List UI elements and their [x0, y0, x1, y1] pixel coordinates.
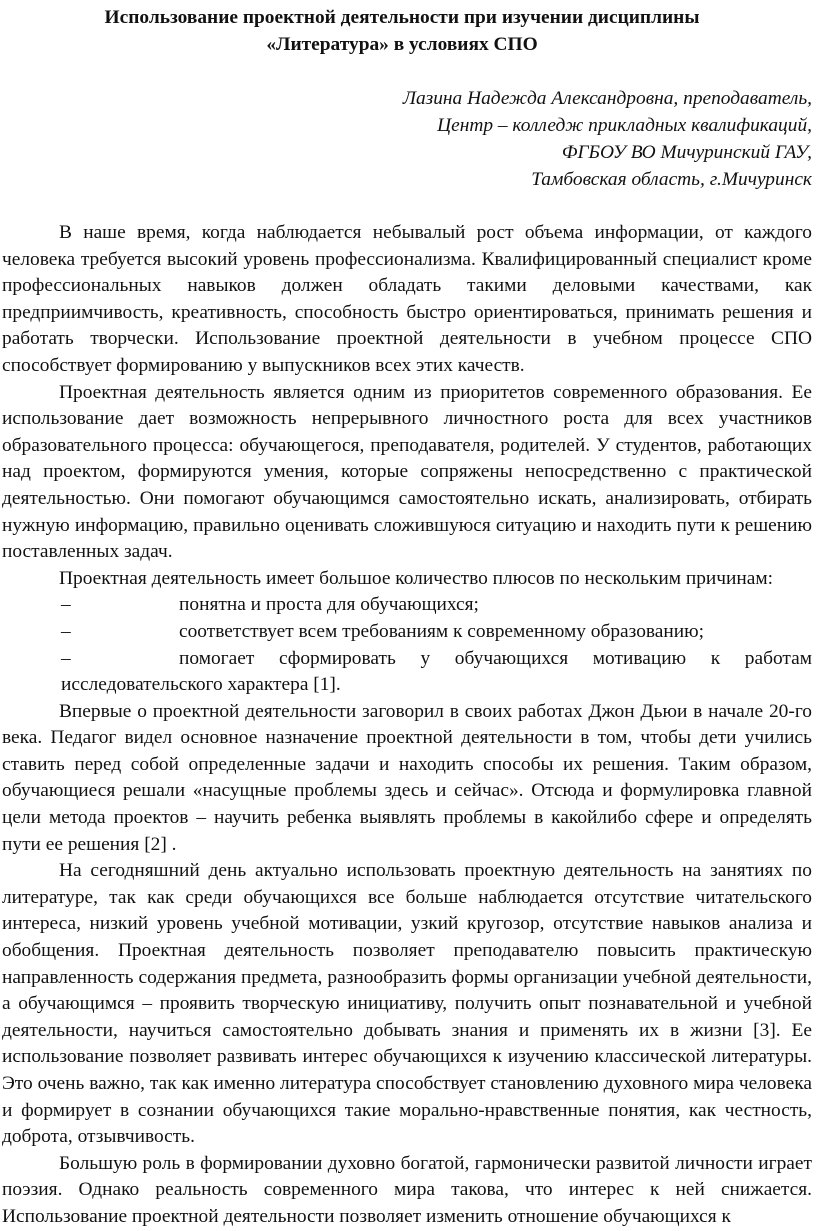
author-block: [2, 85, 812, 193]
list-item: [2, 646, 812, 699]
author-location: Тамбовская область, г.Мичуринск: [531, 169, 812, 190]
title-line-1: Использование проектной деятельности при изучении дисциплины: [104, 7, 700, 28]
list-item: [2, 592, 812, 619]
list-item-text: понятна и проста для обучающихся;: [179, 594, 479, 616]
document-body: [2, 220, 812, 1231]
paragraph-5: На сегодняшний день актуально использовать проектную деятельность на занятиях по литературе, так как среди обучающихся все больше наблюдается отсутствие читательского интереса, низкий уровень учебной мотивации, узкий кругозор, отсутствие навыков анализа и обобщения. Проектная деятельность позволяет преподавателю повысить практическую направленность содержания предмета, разнообразить формы организации учебной деятельности, а обучающимся – проявить творческую инициативу, получить опыт познавательной и учебной деятельности, научиться самостоятельно добывать знания и применять их в жизни [3]. Ее использование позволяет развивать интерес обучающихся к изучению классической литературы. Это очень важно, так как именно литература способствует становлению духовного мира человека и формирует в сознании обучающихся такие морально-нравственные понятия, как честность, доброта, отзывчивость.: [2, 860, 812, 1148]
author-university: ФГБОУ ВО Мичуринский ГАУ,: [561, 142, 812, 163]
paragraph-2: Проектная деятельность является одним из приоритетов современного образования. Ее использование дает возможность непрерывного личностного роста для всех участников образовательного процесса: обучающегося, преподавателя, родителей. У студентов, работающих над проектом, формируются умения, которые сопряжены непосредственно с практической деятельностью. Они помогают обучающимся самостоятельно искать, анализировать, отбирать нужную информацию, правильно оценивать сложившуюся ситуацию и находить пути к решению поставленных задач.: [2, 381, 812, 563]
list-dash: –: [61, 594, 71, 616]
paragraph-4: Впервые о проектной деятельности заговорил в своих работах Джон Дьюи в начале 20-го века. Педагог видел основное назначение проектной деятельности в том, чтобы дети учились ставить перед собой определенные задачи и находить способы их решения. Таким образом, обучающиеся решали «насущные проблемы здесь и сейчас». Отсюда и формулировка главной цели метода проектов – научить ребенка выявлять проблемы в какойлибо сфере и определять пути ее решения [2] .: [2, 700, 812, 855]
list-item: [2, 619, 812, 646]
list-item-text: соответствует всем требованиям к современному образованию;: [179, 620, 705, 642]
paragraph-1: В наше время, когда наблюдается небывалый рост объема информации, от каждого человека требуется высокий уровень профессионализма. Квалифицированный специалист кроме профессиональных навыков должен обладать такими деловыми качествами, как предприимчивость, креативность, способность быстро ориентироваться, принимать решения и работать творчески. Использование проектной деятельности в учебном процессе СПО способствует формированию у выпускников всех этих качеств.: [2, 222, 812, 376]
paragraph-6: Большую роль в формировании духовно богатой, гармонически развитой личности играет поэзия. Однако реальность современного мира такова, что интерес к ней снижается. Использование проектной деятельности позволяет изменить отношение обучающихся к: [2, 1152, 812, 1227]
title-line-2: «Литература» в условиях СПО: [266, 34, 538, 55]
author-organization: Центр – колледж прикладных квалификаций,: [437, 115, 812, 136]
author-name: Лазина Надежда Александровна, преподаватель,: [402, 88, 812, 109]
advantages-list: [2, 592, 812, 698]
document-title: [2, 4, 812, 58]
paragraph-3: Проектная деятельность имеет большое количество плюсов по нескольким причинам:: [59, 567, 774, 589]
list-item-text: помогает сформировать у обучающихся мотивацию к работам исследовательского характера [1].: [61, 647, 812, 696]
list-dash: –: [61, 647, 71, 669]
list-dash: –: [61, 620, 71, 642]
